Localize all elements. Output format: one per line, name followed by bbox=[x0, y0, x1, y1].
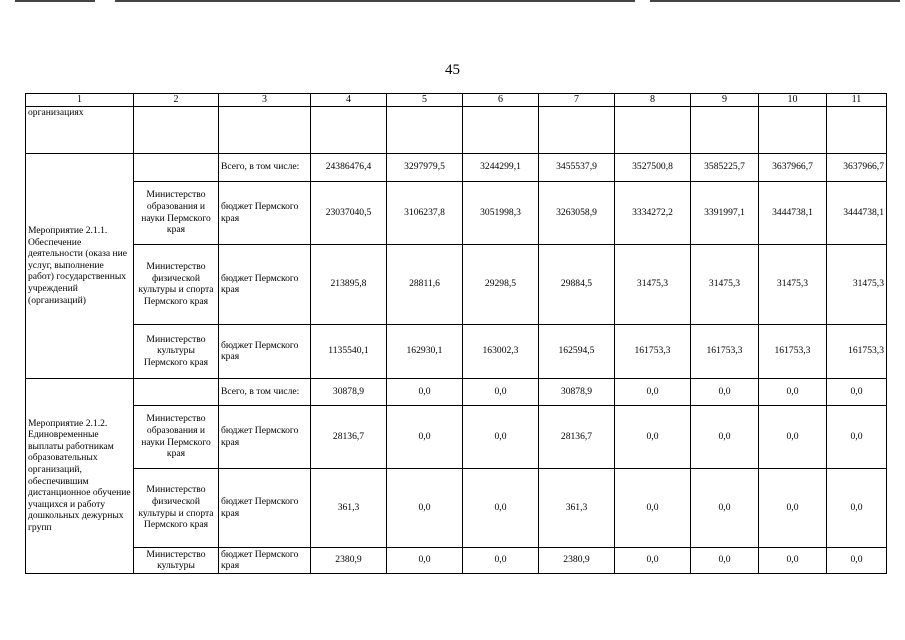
value-cell: 0,0 bbox=[615, 378, 691, 405]
org-cell: Министерство физической культуры и спорта Пермского края bbox=[134, 244, 219, 324]
value-cell: 0,0 bbox=[827, 405, 887, 468]
value-cell: 0,0 bbox=[615, 547, 691, 573]
value-cell: 3444738,1 bbox=[827, 181, 887, 244]
column-header: 6 bbox=[463, 94, 539, 107]
value-cell: 361,3 bbox=[539, 468, 615, 547]
continuation-row bbox=[26, 106, 887, 153]
header-row bbox=[26, 94, 887, 107]
value-cell: 3455537,9 bbox=[539, 153, 615, 181]
value-cell: 24386476,4 bbox=[311, 153, 387, 181]
value-cell: 1135540,1 bbox=[311, 324, 387, 378]
org-cell: Министерство физической культуры и спорта Пермского края bbox=[134, 468, 219, 547]
total-label: Всего, в том числе: bbox=[219, 153, 311, 181]
org-cell: Министерство образования и науки Пермского края bbox=[134, 405, 219, 468]
value-cell: 0,0 bbox=[387, 547, 463, 573]
value-cell: 0,0 bbox=[463, 468, 539, 547]
value-cell: 3297979,5 bbox=[387, 153, 463, 181]
value-cell: 31475,3 bbox=[691, 244, 759, 324]
value-cell: 0,0 bbox=[691, 468, 759, 547]
value-cell: 163002,3 bbox=[463, 324, 539, 378]
group1-total-row bbox=[26, 153, 887, 181]
column-header: 2 bbox=[134, 94, 219, 107]
value-cell: 3527500,8 bbox=[615, 153, 691, 181]
value-cell: 0,0 bbox=[759, 378, 827, 405]
value-cell: 0,0 bbox=[387, 378, 463, 405]
column-header: 5 bbox=[387, 94, 463, 107]
empty-cell bbox=[539, 106, 615, 153]
value-cell: 162930,1 bbox=[387, 324, 463, 378]
empty-cell bbox=[691, 106, 759, 153]
value-cell: 161753,3 bbox=[759, 324, 827, 378]
value-cell: 3244299,1 bbox=[463, 153, 539, 181]
value-cell: 28136,7 bbox=[311, 405, 387, 468]
group1-row bbox=[26, 324, 887, 378]
column-header: 3 bbox=[219, 94, 311, 107]
value-cell: 3106237,8 bbox=[387, 181, 463, 244]
empty-cell bbox=[827, 106, 887, 153]
source-cell: бюджет Пермского края bbox=[219, 244, 311, 324]
group1-title: Мероприятие 2.1.1. Обеспечение деятельности (оказа ние услуг, выполнение работ) государственных учреждений (организаций) bbox=[26, 153, 134, 378]
value-cell: 3444738,1 bbox=[759, 181, 827, 244]
group2-total-row bbox=[26, 378, 887, 405]
value-cell: 29298,5 bbox=[463, 244, 539, 324]
source-cell: бюджет Пермского края bbox=[219, 405, 311, 468]
value-cell: 30878,9 bbox=[311, 378, 387, 405]
value-cell: 3585225,7 bbox=[691, 153, 759, 181]
value-cell: 28136,7 bbox=[539, 405, 615, 468]
empty-cell bbox=[463, 106, 539, 153]
empty-cell bbox=[134, 153, 219, 181]
value-cell: 2380,9 bbox=[539, 547, 615, 573]
group2-row bbox=[26, 547, 887, 573]
group1-row bbox=[26, 181, 887, 244]
value-cell: 0,0 bbox=[463, 378, 539, 405]
value-cell: 162594,5 bbox=[539, 324, 615, 378]
page-number: 45 bbox=[445, 62, 460, 78]
column-header: 8 bbox=[615, 94, 691, 107]
empty-cell bbox=[615, 106, 691, 153]
value-cell: 30878,9 bbox=[539, 378, 615, 405]
empty-cell bbox=[219, 106, 311, 153]
source-cell: бюджет Пермского края bbox=[219, 324, 311, 378]
value-cell: 23037040,5 bbox=[311, 181, 387, 244]
column-header: 10 bbox=[759, 94, 827, 107]
org-cell: Министерство культуры Пермского края bbox=[134, 324, 219, 378]
value-cell: 0,0 bbox=[615, 468, 691, 547]
value-cell: 0,0 bbox=[463, 547, 539, 573]
value-cell: 0,0 bbox=[387, 468, 463, 547]
value-cell: 213895,8 bbox=[311, 244, 387, 324]
value-cell: 0,0 bbox=[759, 468, 827, 547]
total-label: Всего, в том числе: bbox=[219, 378, 311, 405]
value-cell: 3334272,2 bbox=[615, 181, 691, 244]
value-cell: 31475,3 bbox=[615, 244, 691, 324]
group2-title: Мероприятие 2.1.2. Единовременные выплаты работникам образовательных организаций, обеспечившим дистанционное обучение учащихся и работу дошкольных дежурных групп bbox=[26, 378, 134, 573]
value-cell: 0,0 bbox=[827, 547, 887, 573]
value-cell: 31475,3 bbox=[827, 244, 887, 324]
scan-edge-line-left bbox=[15, 0, 95, 2]
value-cell: 0,0 bbox=[691, 378, 759, 405]
column-header: 7 bbox=[539, 94, 615, 107]
value-cell: 361,3 bbox=[311, 468, 387, 547]
column-header: 4 bbox=[311, 94, 387, 107]
column-header: 9 bbox=[691, 94, 759, 107]
source-cell: бюджет Пермского края bbox=[219, 181, 311, 244]
value-cell: 0,0 bbox=[759, 547, 827, 573]
value-cell: 161753,3 bbox=[615, 324, 691, 378]
value-cell: 29884,5 bbox=[539, 244, 615, 324]
value-cell: 0,0 bbox=[827, 378, 887, 405]
empty-cell bbox=[134, 106, 219, 153]
org-cell: Министерство культуры bbox=[134, 547, 219, 573]
continuation-cell: организациях bbox=[26, 106, 134, 153]
value-cell: 3263058,9 bbox=[539, 181, 615, 244]
value-cell: 28811,6 bbox=[387, 244, 463, 324]
org-cell: Министерство образования и науки Пермского края bbox=[134, 181, 219, 244]
value-cell: 0,0 bbox=[615, 405, 691, 468]
empty-cell bbox=[387, 106, 463, 153]
scan-edge-line-center bbox=[115, 0, 635, 2]
value-cell: 0,0 bbox=[827, 468, 887, 547]
budget-table bbox=[25, 93, 887, 574]
column-header: 11 bbox=[827, 94, 887, 107]
value-cell: 0,0 bbox=[759, 405, 827, 468]
value-cell: 161753,3 bbox=[827, 324, 887, 378]
group2-row bbox=[26, 468, 887, 547]
value-cell: 2380,9 bbox=[311, 547, 387, 573]
scan-edge-line-right bbox=[650, 0, 900, 2]
value-cell: 31475,3 bbox=[759, 244, 827, 324]
group2-row bbox=[26, 405, 887, 468]
empty-cell bbox=[134, 378, 219, 405]
value-cell: 0,0 bbox=[691, 547, 759, 573]
value-cell: 3637966,7 bbox=[827, 153, 887, 181]
empty-cell bbox=[311, 106, 387, 153]
value-cell: 0,0 bbox=[691, 405, 759, 468]
value-cell: 0,0 bbox=[387, 405, 463, 468]
source-cell: бюджет Пермского края bbox=[219, 468, 311, 547]
value-cell: 0,0 bbox=[463, 405, 539, 468]
value-cell: 3637966,7 bbox=[759, 153, 827, 181]
column-header: 1 bbox=[26, 94, 134, 107]
value-cell: 3051998,3 bbox=[463, 181, 539, 244]
empty-cell bbox=[759, 106, 827, 153]
group1-row bbox=[26, 244, 887, 324]
value-cell: 3391997,1 bbox=[691, 181, 759, 244]
source-cell: бюджет Пермского края bbox=[219, 547, 311, 573]
value-cell: 161753,3 bbox=[691, 324, 759, 378]
